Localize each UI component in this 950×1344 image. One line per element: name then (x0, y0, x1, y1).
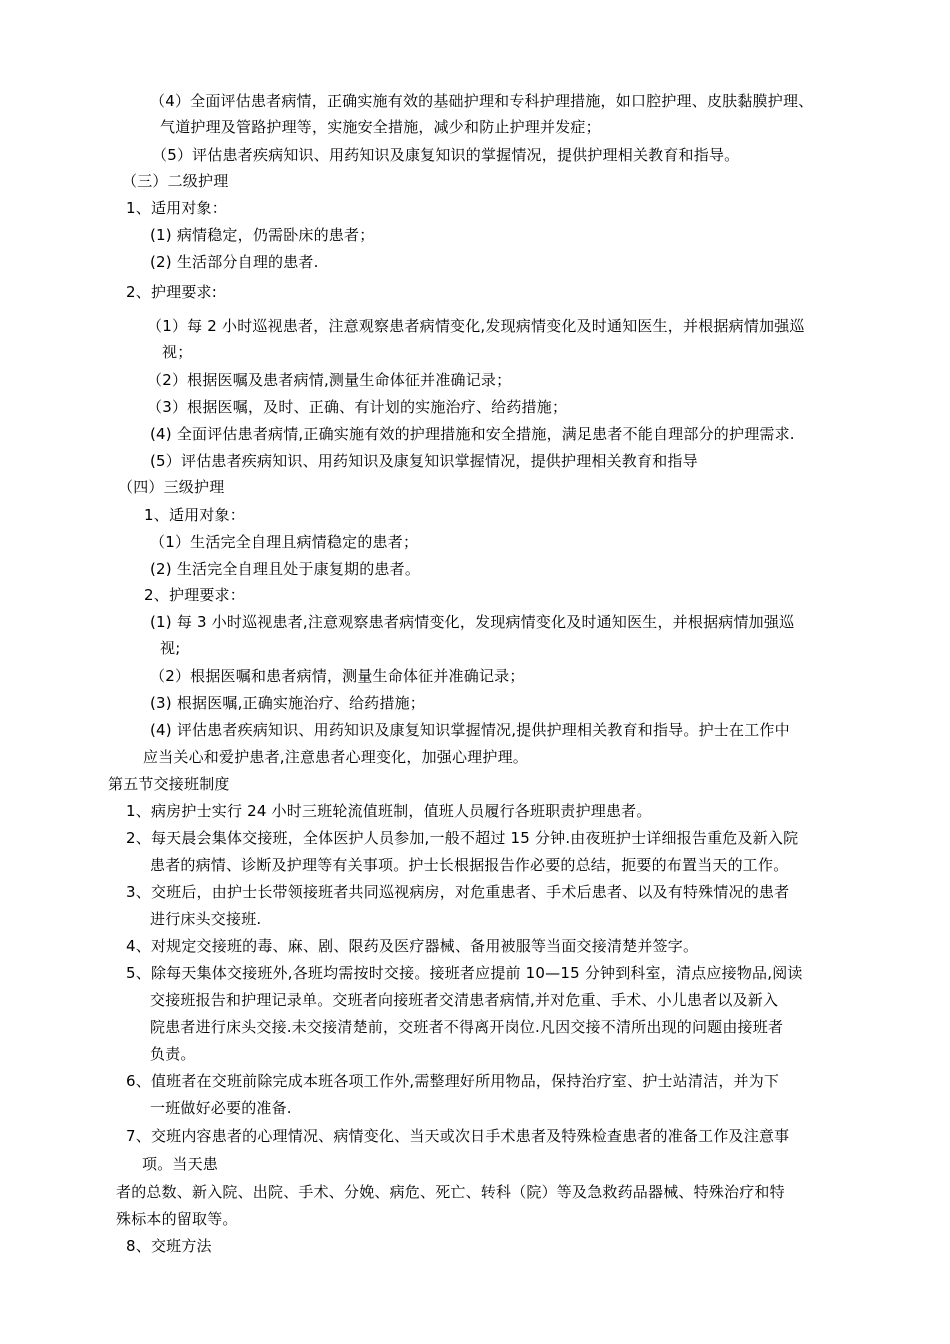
text-line: （2）根据医嘱及患者病情,测量生命体征并准确记录； (147, 371, 512, 389)
text-line: 视； (162, 343, 193, 361)
text-line: 一班做好必要的准备. (150, 1099, 292, 1117)
text-line: (1) 每 3 小时巡视患者,注意观察患者病情变化，发现病情变化及时通知医生，并根据病情加强巡 (150, 613, 795, 631)
text-line: (5）评估患者疾病知识、用药知识及康复知识掌握情况，提供护理相关教育和指导 (150, 452, 698, 470)
text-line: (4) 全面评估患者病情,正确实施有效的护理措施和安全措施，满足患者不能自理部分的护理需求. (150, 425, 795, 443)
text-line: 1、适用对象： (144, 506, 245, 524)
text-line: 项。当天患 (142, 1155, 219, 1173)
text-line: 殊标本的留取等。 (116, 1210, 238, 1228)
text-line: 院患者进行床头交接.未交接清楚前，交班者不得离开岗位.凡因交接不清所出现的问题由接班者 (150, 1018, 784, 1036)
text-line: 视; (160, 639, 181, 657)
text-line: (4) 评估患者疾病知识、用药知识及康复知识掌握情况,提供护理相关教育和指导。护士在工作中 (150, 721, 790, 739)
text-line: 1、病房护士实行 24 小时三班轮流值班制，值班人员履行各班职责护理患者。 (126, 802, 652, 820)
text-line: （1）每 2 小时巡视患者，注意观察患者病情变化,发现病情变化及时通知医生，并根据病情加强巡 (147, 317, 805, 335)
text-line: 1、适用对象： (126, 199, 227, 217)
text-line: (2) 生活部分自理的患者. (150, 253, 319, 271)
text-line: 气道护理及管路护理等，实施安全措施，减少和防止护理并发症； (160, 118, 601, 136)
text-line: 患者的病情、诊断及护理等有关事项。护士长根据报告作必要的总结，扼要的布置当天的工作。 (150, 856, 789, 874)
text-line: 8、交班方法 (126, 1237, 212, 1255)
section-title: 第五节交接班制度 (108, 775, 230, 793)
text-line: 者的总数、新入院、出院、手术、分娩、病危、死亡、转科（院）等及急救药品器械、特殊治疗和特 (116, 1183, 785, 1201)
text-line: 负责。 (150, 1045, 196, 1063)
text-line: 7、交班内容患者的心理情况、病情变化、当天或次日手术患者及特殊检查患者的准备工作及注意事 (126, 1127, 790, 1145)
text-line: （5）评估患者疾病知识、用药知识及康复知识的掌握情况，提供护理相关教育和指导。 (152, 146, 740, 164)
text-line: 进行床头交接班. (150, 910, 262, 928)
text-line: （1）生活完全自理且病情稳定的患者； (150, 533, 419, 551)
text-line: 2、护理要求： (144, 586, 245, 604)
text-line: 应当关心和爱护患者,注意患者心理变化，加强心理护理。 (143, 748, 528, 766)
section-heading: （三）二级护理 (122, 172, 229, 190)
text-line: 交接班报告和护理记录单。交班者向接班者交清患者病情,并对危重、手术、小儿患者以及新入 (150, 991, 779, 1009)
text-line: （2）根据医嘱和患者病情，测量生命体征并准确记录； (150, 667, 525, 685)
text-line: 5、除每天集体交接班外,各班均需按时交接。接班者应提前 10—15 分钟到科室，清点应接物品,阅读 (126, 964, 803, 982)
text-line: 2、每天晨会集体交接班，全体医护人员参加,一般不超过 15 分钟.由夜班护士详细报告重危及新入院 (126, 829, 799, 847)
text-line: 4、对规定交接班的毒、麻、剧、限药及医疗器械、备用被服等当面交接清楚并签字。 (126, 937, 699, 955)
text-line: 3、交班后，由护士长带领接班者共同巡视病房，对危重患者、手术后患者、以及有特殊情况的患者 (126, 883, 790, 901)
text-line: 6、值班者在交班前除完成本班各项工作外,需整理好所用物品，保持治疗室、护士站清洁，并为下 (126, 1072, 780, 1090)
text-line: (1) 病情稳定，仍需卧床的患者； (150, 226, 375, 244)
text-line: （3）根据医嘱，及时、正确、有计划的实施治疗、给药措施； (147, 398, 568, 416)
text-line: 2、护理要求: (126, 283, 217, 301)
text-line: (2) 生活完全自理且处于康复期的患者。 (150, 560, 421, 578)
text-line: (3) 根据医嘱,正确实施治疗、给药措施； (150, 694, 425, 712)
section-heading: （四）三级护理 (118, 478, 225, 496)
text-line: （4）全面评估患者病情，正确实施有效的基础护理和专科护理措施，如口腔护理、皮肤黏膜护理、 (150, 92, 814, 110)
